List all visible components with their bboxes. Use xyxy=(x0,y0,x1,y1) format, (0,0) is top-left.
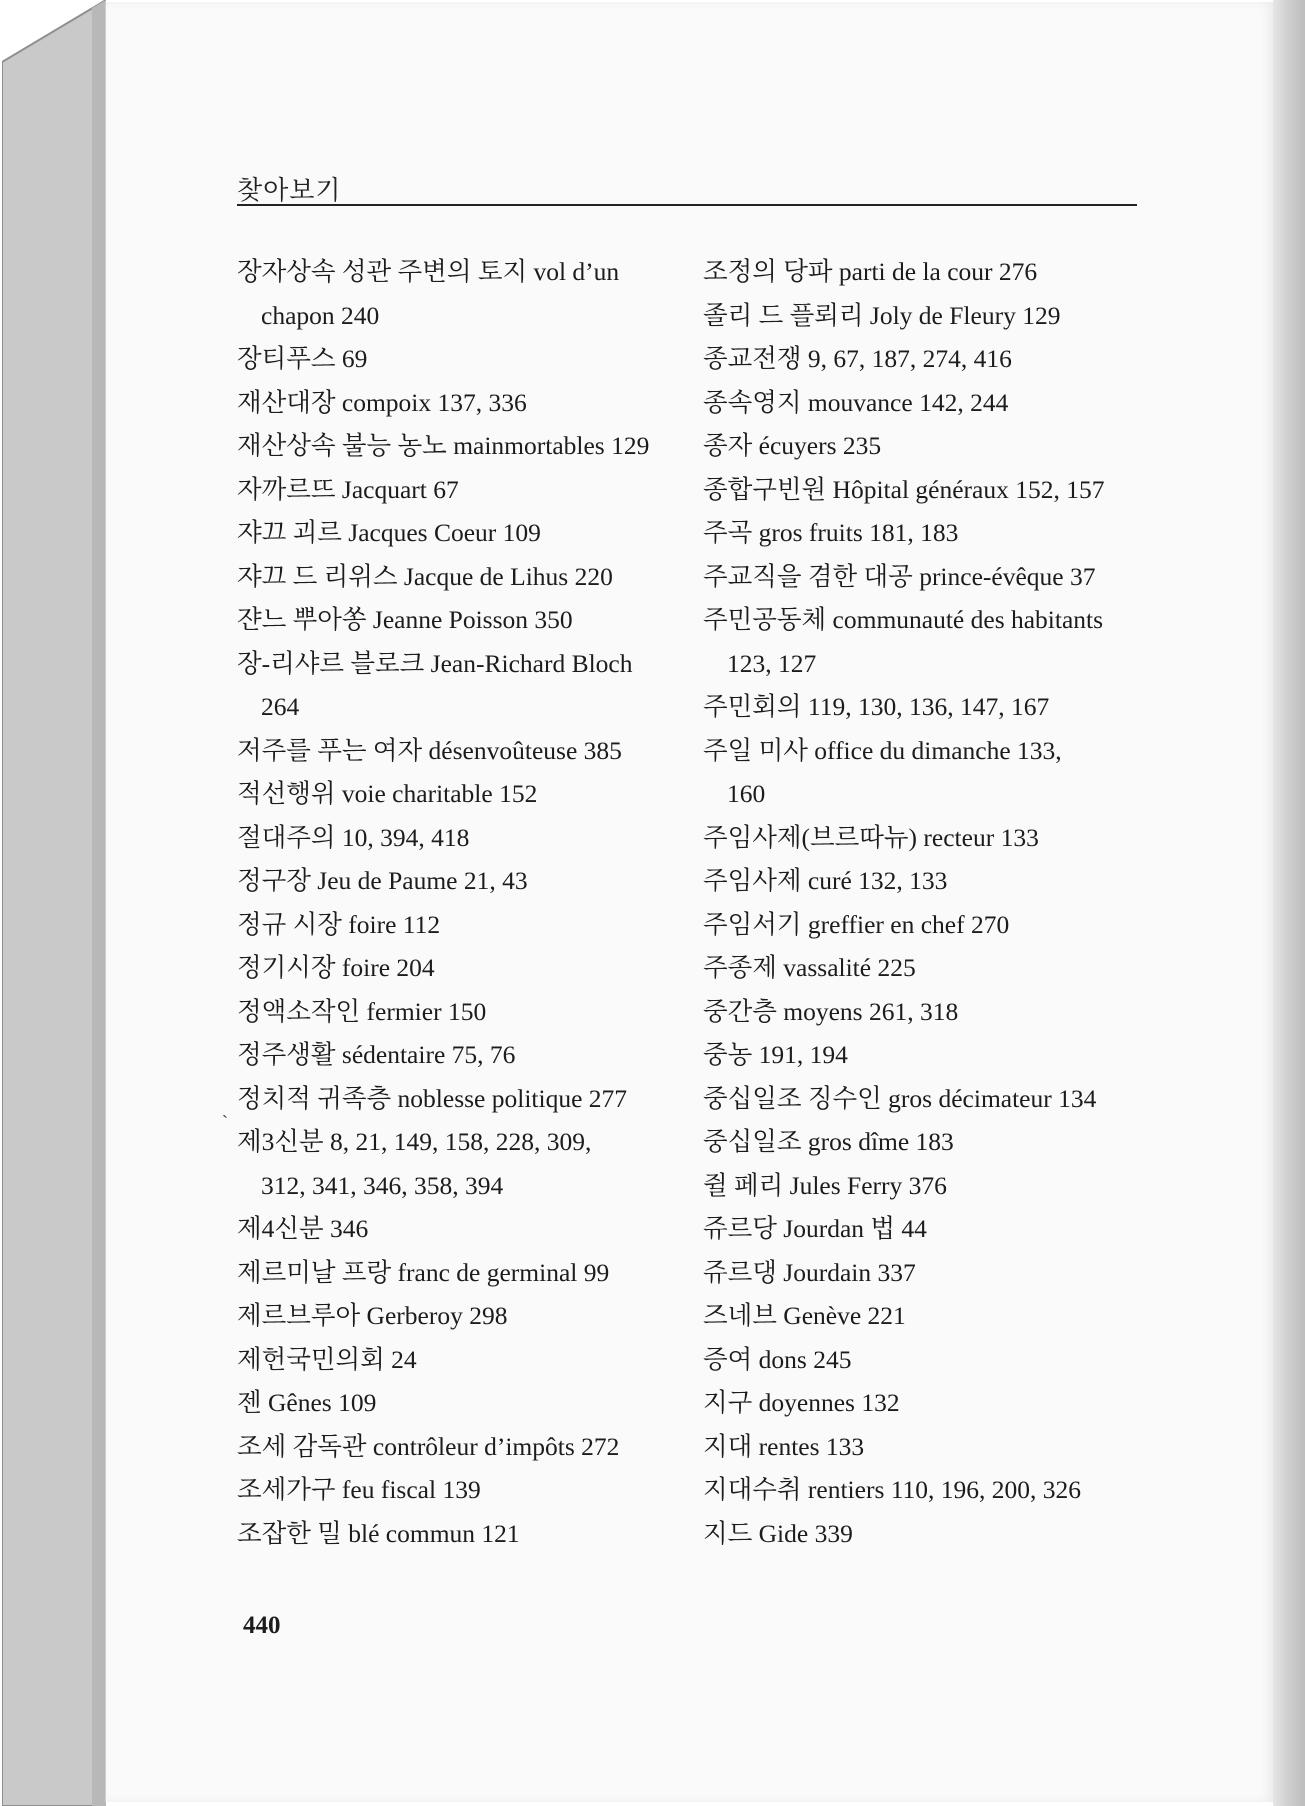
margin-mark: ˎ xyxy=(222,1098,228,1118)
index-entry xyxy=(703,337,1138,381)
index-entry-text: 증여 dons 245 xyxy=(703,1344,852,1374)
index-entry-continuation: 123, 127 xyxy=(727,648,817,678)
index-column-left xyxy=(237,250,667,1555)
page-edge-shadow xyxy=(1273,0,1305,1806)
index-entry-text: 지구 doyennes 132 xyxy=(703,1388,900,1417)
index-entry xyxy=(237,990,667,1034)
index-entry-text: 쟌느 뿌아쏭 Jeanne Poisson 350 xyxy=(237,605,573,634)
index-entry-text: 주임서기 greffier en chef 270 xyxy=(703,909,1010,939)
index-entry xyxy=(703,294,1138,338)
index-entry xyxy=(703,1077,1138,1121)
index-entry-text: 젠 Gênes 109 xyxy=(237,1388,377,1417)
index-entry xyxy=(237,1294,667,1338)
index-entry-text: 즈네브 Genève 221 xyxy=(703,1301,906,1330)
index-entry-text: 재산상속 불능 농노 mainmortables 129 xyxy=(237,431,650,460)
index-entry-text: 조잡한 밀 blé commun 121 xyxy=(237,1518,520,1548)
index-entry xyxy=(703,1120,1138,1164)
index-entry xyxy=(237,1468,667,1512)
index-entry xyxy=(703,1338,1138,1382)
index-entry xyxy=(237,1033,667,1077)
index-entry xyxy=(237,1077,667,1121)
index-entry xyxy=(237,772,667,816)
index-entry-text: 주종제 vassalité 225 xyxy=(703,953,916,982)
index-entry-text: 종속영지 mouvance 142, 244 xyxy=(703,387,1009,417)
index-entry xyxy=(237,1338,667,1382)
index-entry xyxy=(703,1033,1138,1077)
index-entry-text: 제4신분 346 xyxy=(237,1214,369,1243)
index-entry-text: 절대주의 10, 394, 418 xyxy=(237,822,470,852)
index-entry-text: 쥘 페리 Jules Ferry 376 xyxy=(703,1170,947,1200)
index-entry-continuation: 312, 341, 346, 358, 394 xyxy=(261,1170,504,1200)
index-entry xyxy=(703,685,1138,729)
index-entry xyxy=(703,1468,1138,1512)
index-entry xyxy=(703,990,1138,1034)
index-entry-text: 장티푸스 69 xyxy=(237,344,368,373)
index-entry-text: 제르브루아 Gerberoy 298 xyxy=(237,1301,508,1330)
index-entry-text: 중십일조 gros dîme 183 xyxy=(703,1127,954,1156)
index-entry-text: 졸리 드 플뢰리 Joly de Fleury 129 xyxy=(703,300,1061,330)
index-entry-text: 적선행위 voie charitable 152 xyxy=(237,779,538,808)
index-entry xyxy=(703,1207,1138,1251)
index-entry xyxy=(703,1425,1138,1469)
index-entry-text: 조세가구 feu fiscal 139 xyxy=(237,1475,481,1504)
index-entry xyxy=(237,381,667,425)
index-entry xyxy=(703,946,1138,990)
index-entry xyxy=(237,1251,667,1295)
index-entry-text: 종합구빈원 Hôpital généraux 152, 157 xyxy=(703,474,1105,504)
index-entry xyxy=(703,1164,1138,1208)
index-entry xyxy=(237,1381,667,1425)
index-entry xyxy=(703,1512,1138,1556)
index-entry xyxy=(703,903,1138,947)
index-entry xyxy=(237,555,667,599)
index-entry-text: 주민회의 119, 130, 136, 147, 167 xyxy=(703,692,1050,721)
index-entry xyxy=(237,337,667,381)
index-entry-text: 자까르뜨 Jacquart 67 xyxy=(237,474,459,504)
index-entry-text: 종교전쟁 9, 67, 187, 274, 416 xyxy=(703,344,1012,373)
index-entry-text: 정기시장 foire 204 xyxy=(237,953,435,982)
index-entry xyxy=(703,816,1138,860)
index-entry xyxy=(703,555,1138,599)
index-entry-text: 저주를 푸는 여자 désenvoûteuse 385 xyxy=(237,735,622,765)
index-entry xyxy=(237,903,667,947)
index-entry xyxy=(237,250,667,337)
index-entry-text: 조세 감독관 contrôleur d’impôts 272 xyxy=(237,1431,620,1461)
index-entry xyxy=(703,250,1138,294)
index-entry xyxy=(703,381,1138,425)
page-number: 440 xyxy=(243,1612,281,1639)
index-entry xyxy=(237,946,667,990)
index-entry-text: 지드 Gide 339 xyxy=(703,1518,853,1548)
index-entry-text: 조정의 당파 parti de la cour 276 xyxy=(703,257,1038,286)
index-entry xyxy=(237,729,667,773)
index-entry-text: 주교직을 겸한 대공 prince-évêque 37 xyxy=(703,561,1096,591)
index-entry xyxy=(237,642,667,729)
index-entry xyxy=(703,1381,1138,1425)
index-entry-text: 쟈끄 드 리위스 Jacque de Lihus 220 xyxy=(237,561,613,591)
index-entry xyxy=(237,424,667,468)
index-entry-text: 쥬르당 Jourdan 법 44 xyxy=(703,1214,927,1243)
index-entry xyxy=(237,468,667,512)
index-entry-text: 중십일조 징수인 gros décimateur 134 xyxy=(703,1083,1097,1113)
index-entry xyxy=(703,598,1138,685)
index-entry-text: 정구장 Jeu de Paume 21, 43 xyxy=(237,866,528,895)
index-entry-text: 주민공동체 communauté des habitants xyxy=(703,605,1104,634)
index-entry xyxy=(703,1294,1138,1338)
running-header xyxy=(237,170,1137,206)
index-entry-text: 중간층 moyens 261, 318 xyxy=(703,996,959,1026)
index-entry-text: 쟈끄 괴르 Jacques Coeur 109 xyxy=(237,518,541,547)
index-entry xyxy=(237,1512,667,1556)
book-spine xyxy=(2,0,106,1806)
index-entry-text: 정액소작인 fermier 150 xyxy=(237,996,487,1026)
index-entry xyxy=(237,1120,667,1207)
index-entry xyxy=(703,1251,1138,1295)
index-entry-text: 장-리샤르 블로크 Jean-Richard Bloch xyxy=(237,648,633,678)
index-entry-text: 중농 191, 194 xyxy=(703,1040,848,1069)
index-entry-continuation: 264 xyxy=(261,692,300,721)
index-entry-text: 지대 rentes 133 xyxy=(703,1431,865,1461)
index-entry-text: 제헌국민의회 24 xyxy=(237,1344,417,1374)
index-entry-text: 쥬르댕 Jourdain 337 xyxy=(703,1257,916,1287)
index-entry-text: 제르미날 프랑 franc de germinal 99 xyxy=(237,1257,610,1287)
header-title: 찾아보기 xyxy=(237,176,342,206)
index-entry-continuation: chapon 240 xyxy=(261,300,380,330)
index-entry xyxy=(237,598,667,642)
index-entry-text: 주임사제(브르따뉴) recteur 133 xyxy=(703,822,1039,852)
index-entry xyxy=(703,511,1138,555)
index-entry-text: 정주생활 sédentaire 75, 76 xyxy=(237,1040,516,1069)
index-entry-text: 주임사제 curé 132, 133 xyxy=(703,866,948,895)
index-entry xyxy=(237,816,667,860)
index-entry-text: 주곡 gros fruits 181, 183 xyxy=(703,518,959,547)
index-entry xyxy=(237,1207,667,1251)
index-entry xyxy=(703,424,1138,468)
index-column-right xyxy=(703,250,1138,1555)
index-entry-text: 종자 écuyers 235 xyxy=(703,431,882,460)
index-entry-text: 지대수취 rentiers 110, 196, 200, 326 xyxy=(703,1475,1082,1504)
index-entry-continuation: 160 xyxy=(727,779,766,808)
index-entry xyxy=(237,511,667,555)
index-entry xyxy=(703,468,1138,512)
index-entry-text: 재산대장 compoix 137, 336 xyxy=(237,387,527,417)
index-entry-text: 장자상속 성관 주변의 토지 vol d’un xyxy=(237,257,620,286)
index-entry-text: 제3신분 8, 21, 149, 158, 228, 309, xyxy=(237,1127,592,1156)
index-entry xyxy=(703,859,1138,903)
index-entry xyxy=(703,729,1138,816)
index-entry-text: 정치적 귀족층 noblesse politique 277 xyxy=(237,1083,628,1113)
index-entry-text: 정규 시장 foire 112 xyxy=(237,909,441,939)
index-entry xyxy=(237,859,667,903)
index-entry-text: 주일 미사 office du dimanche 133, xyxy=(703,735,1062,765)
index-entry xyxy=(237,1425,667,1469)
